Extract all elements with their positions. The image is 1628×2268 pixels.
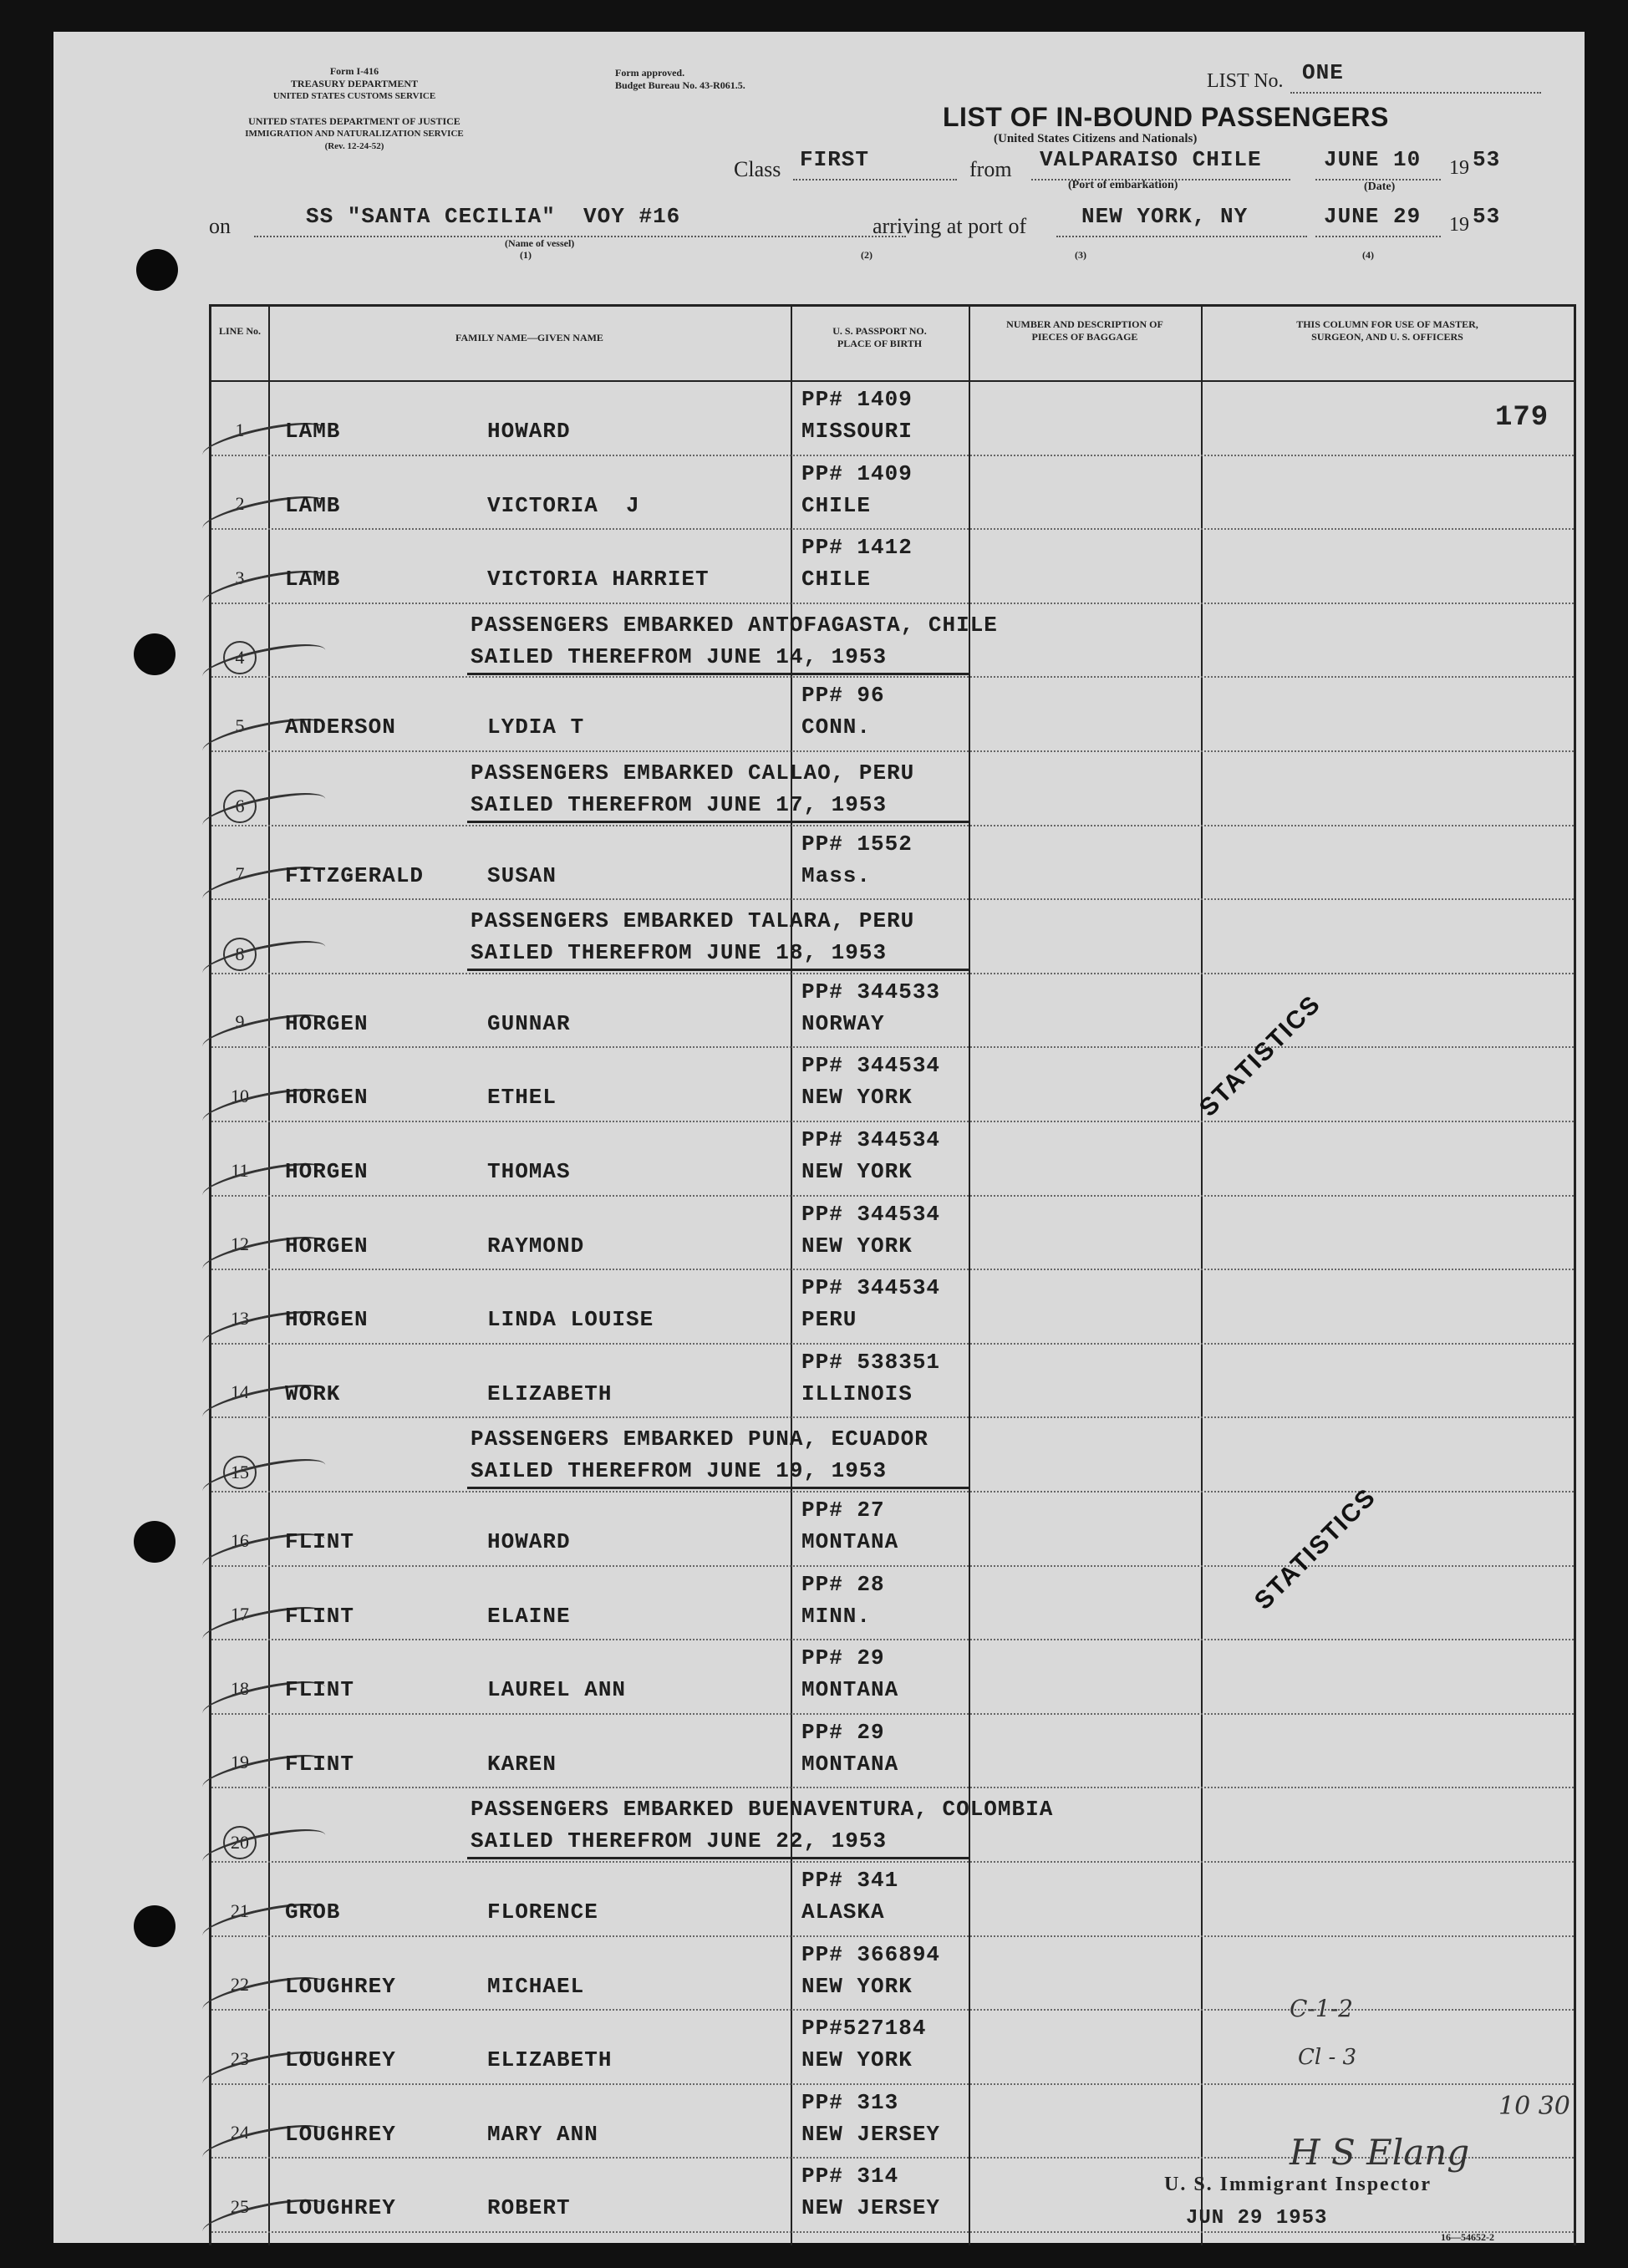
family-name: HORGEN [285,1233,369,1259]
sailed-note: SAILED THEREFROM JUNE 18, 1953 [471,940,888,966]
ins-heading: IMMIGRATION AND NATURALIZATION SERVICE [245,129,464,139]
passport-number: PP# 344534 [801,1275,941,1301]
line-number: 24 [231,2122,249,2143]
given-name: VICTORIA HARRIET [487,567,710,592]
header-passport: U. S. PASSPORT NO. PLACE OF BIRTH [832,325,927,349]
sailed-note: SAILED THEREFROM JUNE 14, 1953 [471,643,888,669]
embarkation-note: PASSENGERS EMBARKED BUENAVENTURA, COLOMBIA [471,1797,1054,1823]
family-name: GROB [285,1899,341,1925]
line-number: 20 [223,1826,257,1859]
treasury-dept: TREASURY DEPARTMENT [290,78,419,89]
approval-block [615,67,745,92]
family-name: HORGEN [285,1159,369,1184]
family-name: LAMB [285,567,341,592]
passport-number: PP# 1412 [801,535,913,561]
passport-number: PP# 28 [801,1571,885,1597]
line-number: 2 [235,493,245,515]
passport-number: PP# 344534 [801,1053,941,1079]
place-of-birth: Mass. [801,862,872,888]
given-name: LYDIA T [487,714,585,740]
line-number: 15 [223,1456,257,1489]
given-name: LINDA LOUISE [487,1307,654,1333]
line-number: 11 [231,1159,249,1181]
line-number: 23 [231,2047,249,2069]
inspector-signature: H S Elang [1290,2132,1470,2173]
passenger-manifest-page [53,32,1585,2243]
passport-number: PP# 29 [801,1645,885,1671]
given-name: RAYMOND [487,1233,585,1259]
line-number: 7 [235,863,245,885]
line-number: 1 [235,419,245,440]
from-label: from [969,157,1012,181]
given-name: SUSAN [487,862,557,888]
given-name: HOWARD [487,419,571,444]
list-number-label: LIST No. [1207,70,1284,92]
port-embark-caption: (Port of embarkation) [1068,179,1178,191]
family-name: WORK [285,1381,341,1406]
given-name: HOWARD [487,1529,571,1554]
vessel-name-value: SS "SANTA CECILIA" VOY #16 [306,204,681,229]
embark-date-year: 53 [1473,147,1501,172]
statistics-stamp: STATISTICS [1193,989,1326,1122]
col3-num: (3) [1075,249,1086,261]
form-number-block [246,65,463,103]
line-number: 19 [231,1752,249,1773]
given-name: MICHAEL [487,1973,585,1999]
doj-heading: UNITED STATES DEPARTMENT OF JUSTICE [248,115,460,127]
line-number: 4 [223,641,257,674]
agency-block [196,115,513,153]
family-name: HORGEN [285,1307,369,1333]
page-title: LIST OF IN-BOUND PASSENGERS [943,102,1389,132]
header-name: FAMILY NAME—GIVEN NAME [455,332,603,343]
customs-service: UNITED STATES CUSTOMS SERVICE [272,91,436,101]
passport-number: PP# 344534 [801,1127,941,1152]
place-of-birth: NORWAY [801,1010,885,1036]
line-number: 3 [235,567,245,588]
passport-number: PP# 314 [801,2164,899,2189]
place-of-birth: NEW YORK [801,1973,913,1999]
budget-bureau: Budget Bureau No. 43-R061.5. [615,79,745,91]
family-name: FLINT [285,1677,355,1703]
given-name: ETHEL [487,1085,557,1111]
embarkation-note: PASSENGERS EMBARKED CALLAO, PERU [471,760,915,786]
line-number: 18 [231,1677,249,1699]
passenger-count: 179 [1495,402,1549,434]
handwritten-time: 10 30 [1498,2092,1570,2121]
given-name: VICTORIA J [487,492,640,518]
inspector-date-stamp: JUN 29 1953 [1186,2207,1328,2230]
place-of-birth: MONTANA [801,1751,899,1777]
passport-number: PP# 27 [801,1498,885,1523]
embark-date-century: 19 [1449,157,1469,179]
line-number: 21 [231,1899,249,1921]
punch-hole [134,633,176,675]
family-name: ANDERSON [285,714,396,740]
place-of-birth: NEW YORK [801,2047,913,2073]
line-number: 22 [231,1974,249,1996]
arrival-date-century: 19 [1449,214,1469,236]
punch-hole [134,1905,176,1947]
family-name: HORGEN [285,1010,369,1036]
passport-number: PP# 1409 [801,460,913,486]
arrival-date-year: 53 [1473,204,1501,229]
form-code: 16—54652-2 [1441,2231,1494,2243]
family-name: FITZGERALD [285,862,425,888]
given-name: ELIZABETH [487,1381,613,1406]
place-of-birth: CONN. [801,714,872,740]
class-label: Class [734,157,781,181]
embarkation-note: PASSENGERS EMBARKED TALARA, PERU [471,908,915,934]
given-name: THOMAS [487,1159,571,1184]
sailed-note: SAILED THEREFROM JUNE 19, 1953 [471,1458,888,1484]
given-name: MARY ANN [487,2121,598,2147]
embark-date-value: JUNE 10 [1324,147,1422,172]
given-name: ELIZABETH [487,2047,613,2073]
inspector-label: U. S. Immigrant Inspector [1164,2174,1432,2195]
embarkation-note: PASSENGERS EMBARKED ANTOFAGASTA, CHILE [471,612,998,638]
passport-number: PP# 313 [801,2089,899,2115]
punch-hole [136,249,178,291]
place-of-birth: MONTANA [801,1677,899,1703]
family-name: LOUGHREY [285,2195,396,2221]
family-name: FLINT [285,1603,355,1629]
passport-number: PP# 29 [801,1719,885,1745]
col4-num: (4) [1362,249,1374,261]
place-of-birth: NEW JERSEY [801,2121,941,2147]
arrival-date-value: JUNE 29 [1324,204,1422,229]
family-name: LOUGHREY [285,1973,396,1999]
header-baggage: NUMBER AND DESCRIPTION OF PIECES OF BAGGAGE [1006,318,1163,343]
list-number-value: ONE [1302,60,1344,85]
place-of-birth: CHILE [801,492,872,518]
page-subtitle: (United States Citizens and Nationals) [994,132,1198,145]
passport-number: PP# 341 [801,1868,899,1893]
family-name: HORGEN [285,1085,369,1111]
line-number: 12 [231,1233,249,1255]
passport-number: PP# 366894 [801,1941,941,1967]
line-number: 14 [231,1381,249,1403]
header-line-no: LINE No. [218,325,261,337]
passenger-table [209,304,1576,2245]
line-number: 16 [231,1529,249,1551]
line-number: 25 [231,2196,249,2217]
form-approved: Form approved. [615,67,685,79]
family-name: LAMB [285,492,341,518]
sailed-note: SAILED THEREFROM JUNE 22, 1953 [471,1828,888,1854]
on-label: on [209,214,231,238]
from-port-value: VALPARAISO CHILE [1040,147,1262,172]
family-name: LOUGHREY [285,2121,396,2147]
line-number: 8 [223,938,257,971]
col2-num: (2) [861,249,873,261]
given-name: FLORENCE [487,1899,598,1925]
statistics-stamp: STATISTICS [1249,1482,1381,1615]
line-number: 5 [235,715,245,736]
place-of-birth: MONTANA [801,1529,899,1554]
family-name: LAMB [285,419,341,444]
passport-number: PP# 1552 [801,831,913,857]
passport-number: PP# 344533 [801,979,941,1004]
date-caption: (Date) [1364,181,1396,193]
given-name: LAUREL ANN [487,1677,627,1703]
place-of-birth: ILLINOIS [801,1381,913,1406]
line-number: 9 [235,1011,245,1033]
line-number: 10 [231,1086,249,1106]
embarkation-note: PASSENGERS EMBARKED PUNA, ECUADOR [471,1426,928,1452]
place-of-birth: MISSOURI [801,419,913,444]
line-number: 6 [223,790,257,823]
place-of-birth: NEW YORK [801,1085,913,1111]
punch-hole [134,1521,176,1563]
given-name: GUNNAR [487,1010,571,1036]
place-of-birth: NEW YORK [801,1159,913,1184]
place-of-birth: ALASKA [801,1899,885,1925]
family-name: LOUGHREY [285,2047,396,2073]
sailed-note: SAILED THEREFROM JUNE 17, 1953 [471,792,888,817]
place-of-birth: CHILE [801,567,872,592]
place-of-birth: PERU [801,1307,857,1333]
class-value: FIRST [800,147,870,172]
passport-number: PP#527184 [801,2016,927,2042]
family-name: FLINT [285,1529,355,1554]
given-name: KAREN [487,1751,557,1777]
form-number: Form I-416 [329,65,379,77]
vessel-col-num: (1) [520,249,532,261]
line-number: 13 [231,1307,249,1329]
passport-number: PP# 538351 [801,1349,941,1375]
given-name: ELAINE [487,1603,571,1629]
handwritten-note: C-1-2 [1290,1995,1353,2022]
passport-number: PP# 96 [801,683,885,709]
vessel-caption: (Name of vessel) [505,237,575,249]
revision-date: (Rev. 12-24-52) [324,141,384,151]
arriving-label: arriving at port of [873,214,1027,238]
passport-number: PP# 344534 [801,1201,941,1227]
given-name: ROBERT [487,2195,571,2221]
header-officers: THIS COLUMN FOR USE OF MASTER, SURGEON, AND U. S. OFFICERS [1296,318,1478,343]
line-number: 17 [231,1604,249,1625]
place-of-birth: MINN. [801,1603,872,1629]
place-of-birth: NEW YORK [801,1233,913,1259]
family-name: FLINT [285,1751,355,1777]
handwritten-note: Cl - 3 [1298,2045,1357,2070]
passport-number: PP# 1409 [801,387,913,412]
place-of-birth: NEW JERSEY [801,2195,941,2221]
arrival-port-value: NEW YORK, NY [1081,204,1249,229]
